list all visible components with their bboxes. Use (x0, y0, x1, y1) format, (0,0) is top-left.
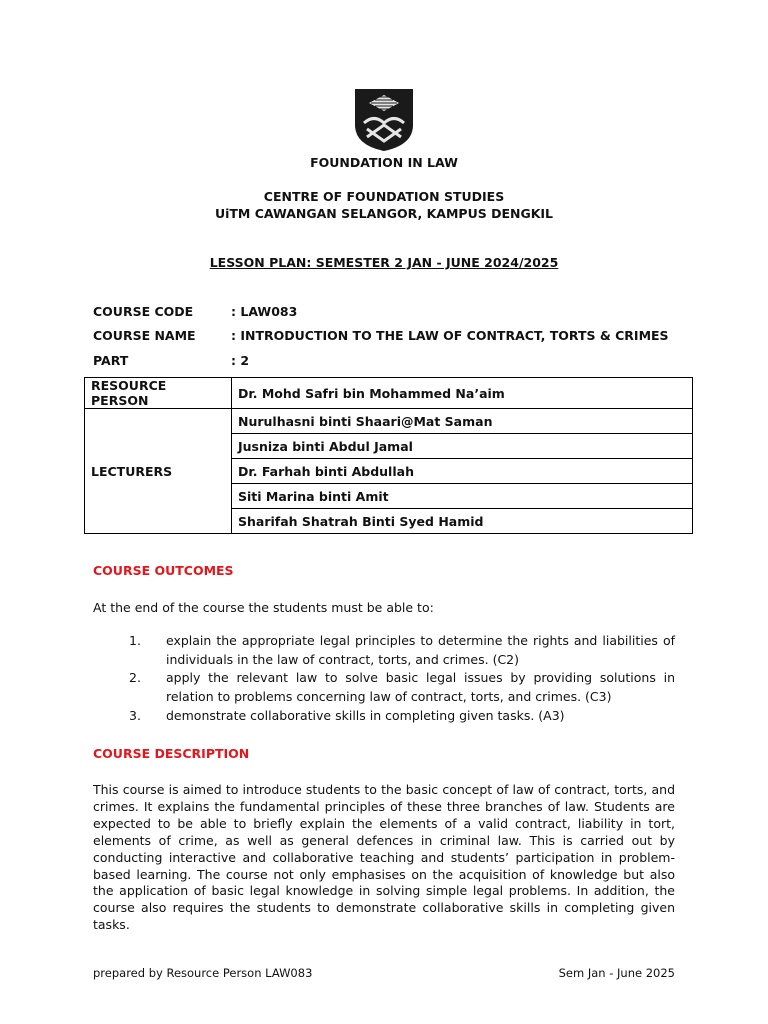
course-name-label: COURSE NAME (93, 328, 196, 343)
resource-person-name: Dr. Mohd Safri bin Mohammed Na’aim (232, 378, 693, 409)
course-code-value: : LAW083 (231, 304, 298, 319)
course-outcomes-heading: COURSE OUTCOMES (93, 563, 234, 578)
uitm-logo-icon (355, 89, 413, 151)
lesson-plan-text: LESSON PLAN: SEMESTER 2 JAN - JUNE 2024/2025 (209, 255, 559, 270)
centre-title: CENTRE OF FOUNDATION STUDIES (263, 189, 505, 204)
footer-prepared-by: prepared by Resource Person LAW083 (93, 966, 313, 980)
program-title: FOUNDATION IN LAW (310, 155, 458, 170)
lecturer-name: Nurulhasni binti Shaari@Mat Saman (232, 409, 693, 434)
staff-table (84, 377, 693, 534)
part-label: PART (93, 353, 129, 368)
lecturer-row (85, 409, 693, 434)
footer-semester: Sem Jan - June 2025 (558, 966, 675, 980)
lecturers-label: LECTURERS (85, 409, 232, 534)
outcome-number: 3. (129, 708, 141, 723)
resource-person-row (85, 378, 693, 409)
course-code-label: COURSE CODE (93, 304, 194, 319)
lecturer-name: Dr. Farhah binti Abdullah (232, 459, 693, 484)
outcome-text: explain the appropriate legal principles to determine the rights and liabilities of individuals in the law of contract, torts, and crimes. (C2) (166, 633, 675, 667)
outcomes-intro: At the end of the course the students must be able to: (93, 600, 434, 615)
lecturer-name: Siti Marina binti Amit (232, 484, 693, 509)
outcome-text: apply the relevant law to solve basic legal issues by providing solutions in relation to problems concerning law of contract, torts, and crimes. (C3) (166, 670, 675, 704)
resource-person-label: RESOURCE PERSON (85, 378, 232, 409)
campus-title: UiTM CAWANGAN SELANGOR, KAMPUS DENGKIL (214, 206, 554, 221)
lecturer-name: Jusniza binti Abdul Jamal (232, 434, 693, 459)
outcome-number: 1. (129, 633, 141, 648)
course-description-heading: COURSE DESCRIPTION (93, 746, 250, 761)
lesson-plan-title (0, 255, 768, 270)
part-value: : 2 (231, 353, 250, 368)
lecturer-name: Sharifah Shatrah Binti Syed Hamid (232, 509, 693, 534)
course-name-value: : INTRODUCTION TO THE LAW OF CONTRACT, TORTS & CRIMES (231, 328, 669, 343)
outcome-text: demonstrate collaborative skills in completing given tasks. (A3) (166, 708, 565, 723)
course-description-body: This course is aimed to introduce students to the basic concept of law of contract, torts, and crimes. It explains the fundamental principles of these three branches of law. Students are expected to be able to briefly explain the elements of a valid contract, liability in tort, elements of crime, as well as general defences in criminal law. This is carried out by conducting interactive and collaborative teaching and students’ participation in problem-based learning. The course not only emphasises on the acquisition of knowledge but also the application of basic legal knowledge in solving simple legal problems. In addition, the course also requires the students to demonstrate collaborative skills in completing given tasks. (93, 782, 675, 933)
outcome-number: 2. (129, 670, 141, 685)
